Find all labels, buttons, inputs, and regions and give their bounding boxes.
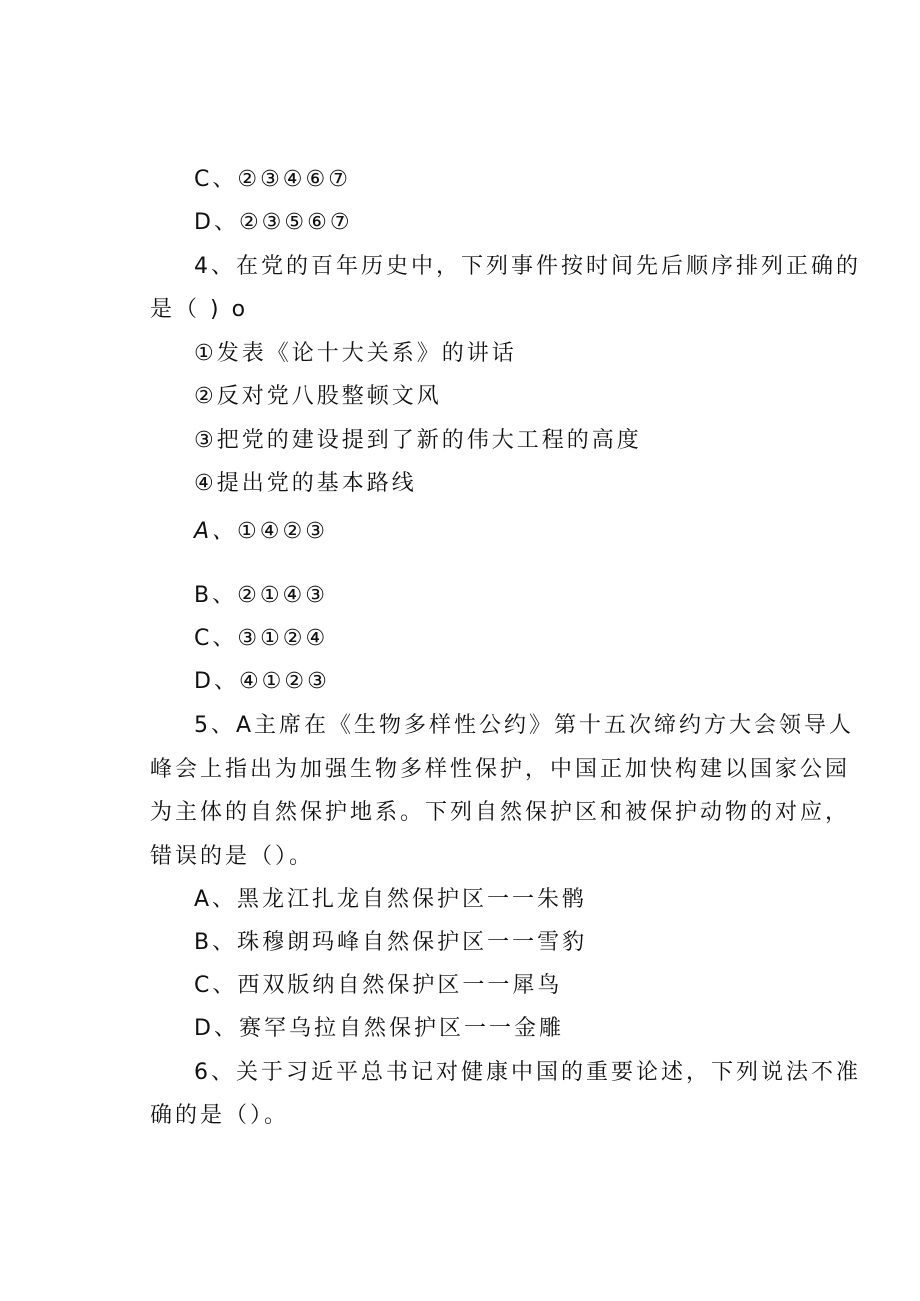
q6-stem-line-2: 确的是（）。 bbox=[150, 1103, 290, 1128]
q5-option-d: D、赛罕乌拉自然保护区一一金雕 bbox=[194, 1016, 564, 1041]
q4-option-b: B、②①④③ bbox=[194, 583, 328, 608]
q4-item-2: ②反对党八股整顿文风 bbox=[194, 384, 442, 409]
q4-option-a: A、①④②③ bbox=[194, 519, 328, 544]
q4-stem-line-1: 4、在党的百年历史中，下列事件按时间先后顺序排列正确的 bbox=[194, 254, 861, 279]
q4-option-c: C、③①②④ bbox=[194, 626, 329, 651]
q4-item-1: ①发表《论十大关系》的讲话 bbox=[194, 341, 517, 366]
q5-option-c: C、西双版纳自然保护区一一犀鸟 bbox=[194, 973, 563, 998]
q4-item-4: ④提出党的基本路线 bbox=[194, 471, 417, 496]
q6-stem-line-1: 6、关于习近平总书记对健康中国的重要论述，下列说法不准 bbox=[194, 1060, 861, 1085]
q5-stem-line-2: 峰会上指出为加强生物多样性保护，中国正加快构建以国家公园 bbox=[150, 757, 851, 782]
q4-item-3: ③把党的建设提到了新的伟大工程的高度 bbox=[194, 428, 642, 453]
q4-option-d: D、④①②③ bbox=[194, 669, 330, 694]
q4-stem-line-2: 是（ ) o bbox=[150, 297, 249, 322]
q3-option-c: C、②③④⑥⑦ bbox=[194, 167, 351, 192]
q5-stem-line-4: 错误的是（）。 bbox=[150, 844, 315, 869]
q5-option-a: A、黑龙江扎龙自然保护区一一朱鹘 bbox=[194, 887, 588, 912]
q5-stem-line-3: 为主体的自然保护地系。下列自然保护区和被保护动物的对应， bbox=[150, 800, 851, 825]
q5-option-b: B、珠穆朗玛峰自然保护区一一雪豹 bbox=[194, 930, 588, 955]
q3-option-d: D、②③⑤⑥⑦ bbox=[194, 210, 353, 235]
q5-stem-line-1: 5、A主席在《生物多样性公约》第十五次缔约方大会领导人 bbox=[194, 713, 855, 738]
